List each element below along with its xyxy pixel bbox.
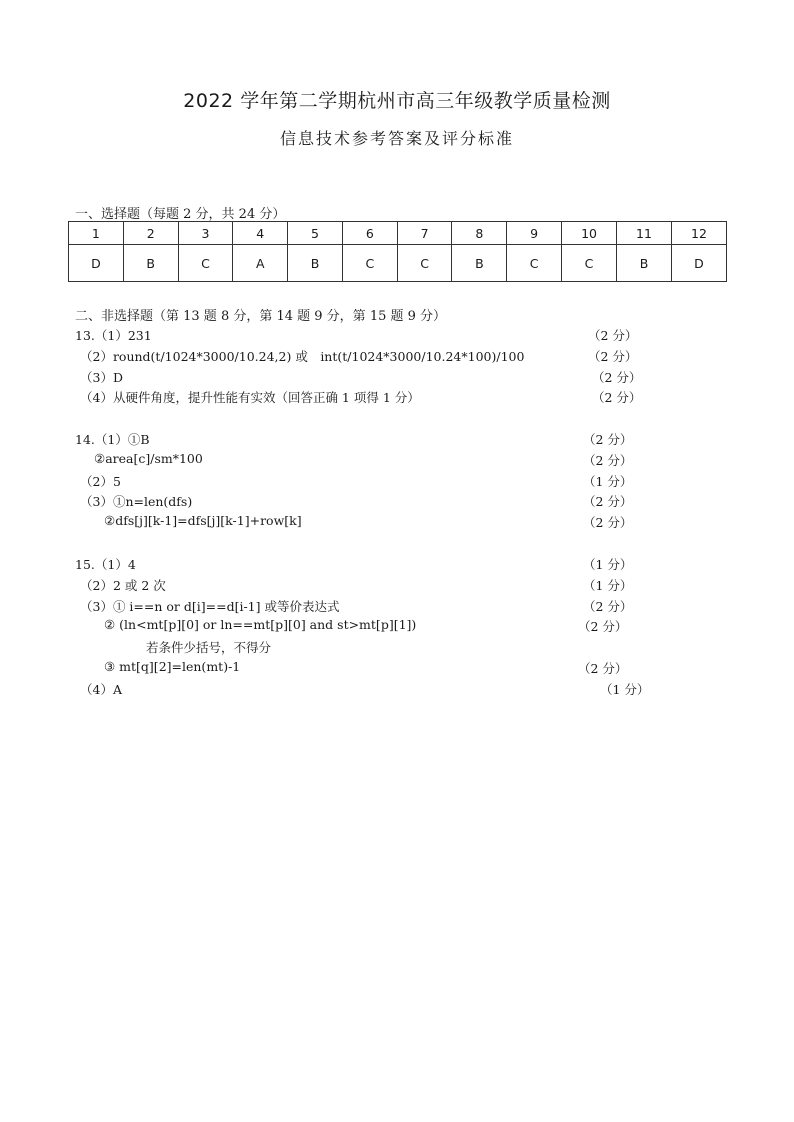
table-answer-cell: B (452, 245, 507, 282)
points-label: （2 分） (588, 349, 638, 364)
table-answer-cell: D (671, 245, 726, 282)
answer-line: （2）5 (80, 474, 121, 489)
answer-line: 14.（1）①B (75, 432, 150, 447)
table-answer-cell: C (397, 245, 452, 282)
table-number-cell: 11 (617, 222, 672, 245)
table-number-cell: 12 (671, 222, 726, 245)
table-answer-cell: D (69, 245, 124, 282)
table-answer-cell: B (288, 245, 343, 282)
points-label: （2 分） (588, 328, 638, 343)
answer-line: （2）round(t/1024*3000/10.24,2) 或 int(t/1024*3000/10.24*100)/100 (80, 349, 525, 364)
section1-heading: 一、选择题（每题 2 分，共 24 分） (75, 207, 286, 222)
points-label: （2 分） (578, 619, 628, 634)
table-answer-cell: C (562, 245, 617, 282)
answer-line: （4）A (80, 682, 122, 697)
points-label: （1 分） (583, 578, 633, 593)
table-answer-cell: A (233, 245, 288, 282)
section2-heading: 二、非选择题（第 13 题 8 分，第 14 题 9 分，第 15 题 9 分） (75, 309, 447, 324)
points-label: （2 分） (578, 661, 628, 676)
page-subtitle: 信息技术参考答案及评分标准 (279, 129, 514, 148)
answer-line: （4）从硬件角度，提升性能有实效（回答正确 1 项得 1 分） (80, 390, 420, 405)
points-label: （2 分） (592, 370, 642, 385)
points-label: （2 分） (583, 515, 633, 530)
points-label: （2 分） (583, 494, 633, 509)
table-number-cell: 7 (397, 222, 452, 245)
table-answer-cell: C (178, 245, 233, 282)
table-answer-cell: B (123, 245, 178, 282)
table-header-row (69, 222, 727, 245)
points-label: （2 分） (583, 453, 633, 468)
table-answer-row (69, 245, 727, 282)
answer-line: ② (ln<mt[p][0] or ln==mt[p][0] and st>mt[p][1]) (104, 617, 417, 632)
points-label: （2 分） (583, 432, 633, 447)
table-number-cell: 2 (123, 222, 178, 245)
points-label: （1 分） (583, 474, 633, 489)
table-answer-cell: C (342, 245, 397, 282)
answer-line: ②dfs[j][k-1]=dfs[j][k-1]+row[k] (104, 513, 302, 528)
table-number-cell: 10 (562, 222, 617, 245)
table-answer-cell: B (617, 245, 672, 282)
answer-line: ③ mt[q][2]=len(mt)-1 (104, 659, 241, 674)
mc-answer-table (68, 221, 727, 282)
answer-line: （3）D (80, 370, 123, 385)
points-label: （2 分） (583, 599, 633, 614)
answer-line: （3）①n=len(dfs) (80, 494, 193, 509)
answer-note: 若条件少括号，不得分 (146, 640, 272, 655)
answer-line: （3）① i==n or d[i]==d[i-1] 或等价表达式 (80, 599, 340, 614)
points-label: （1 分） (600, 682, 650, 697)
table-answer-cell: C (507, 245, 562, 282)
table-number-cell: 3 (178, 222, 233, 245)
points-label: （1 分） (583, 557, 633, 572)
answer-line: （2）2 或 2 次 (80, 578, 166, 593)
answer-line: 15.（1）4 (75, 557, 136, 572)
table-number-cell: 8 (452, 222, 507, 245)
points-label: （2 分） (592, 390, 642, 405)
table-number-cell: 5 (288, 222, 343, 245)
table-number-cell: 9 (507, 222, 562, 245)
answer-line: 13.（1）231 (75, 328, 152, 343)
page-title: 2022 学年第二学期杭州市高三年级教学质量检测 (183, 90, 611, 112)
answer-line: ②area[c]/sm*100 (94, 451, 203, 466)
table-number-cell: 4 (233, 222, 288, 245)
table-number-cell: 6 (342, 222, 397, 245)
table-number-cell: 1 (69, 222, 124, 245)
